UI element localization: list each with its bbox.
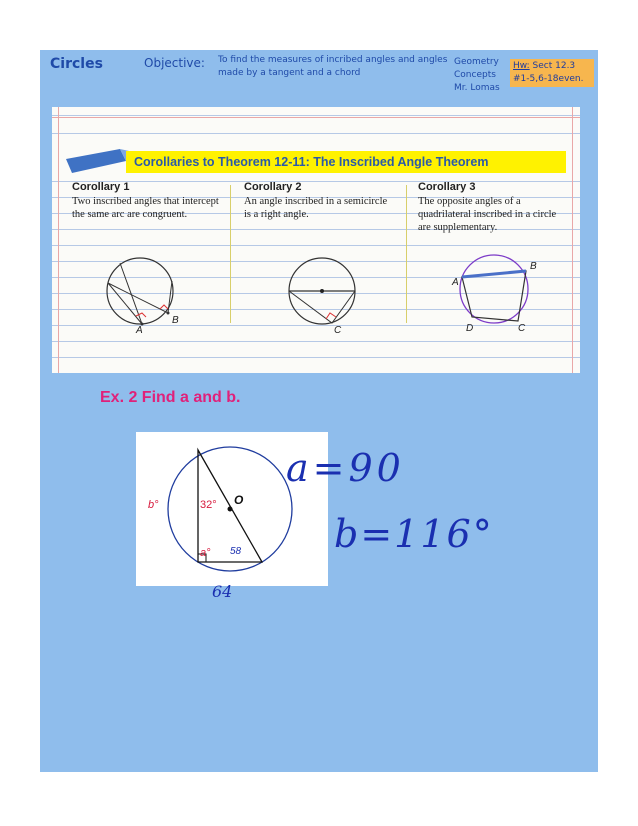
point-label: C <box>334 325 342 333</box>
point-label: B <box>530 261 537 272</box>
corollary-heading: Corollary 3 <box>418 181 476 193</box>
corollary-1 <box>72 181 222 221</box>
course-info <box>454 56 500 95</box>
handwritten-64: 64 <box>212 582 233 601</box>
corollary-3-diagram <box>444 251 554 333</box>
handwritten-arc-58: 58 <box>230 546 242 557</box>
theorem-banner: Corollaries to Theorem 12-11: The Inscribed Angle Theorem <box>126 151 566 173</box>
course-line: Mr. Lomas <box>454 83 500 93</box>
handwritten-b-answer: b=116° <box>334 512 494 556</box>
corollary-3 <box>418 181 568 234</box>
label-32: 32° <box>200 499 217 511</box>
course-line: Geometry <box>454 57 499 67</box>
example-prompt: Ex. 2 Find a and b. <box>100 389 241 406</box>
corollary-text: An angle inscribed in a semicircle is a right angle. <box>244 196 388 220</box>
corollary-text: The opposite angles of a quadrilateral inscribed in a circle are supplementary. <box>418 196 557 233</box>
corollary-heading: Corollary 1 <box>72 181 130 193</box>
point-label: D <box>466 323 474 333</box>
corollary-2 <box>244 181 394 221</box>
objective-label: Objective: <box>144 56 205 70</box>
point-label: C <box>518 323 526 333</box>
corollary-2-diagram <box>278 253 368 333</box>
hw-problems: #1-5,6-18even. <box>513 74 584 84</box>
point-label: A <box>452 277 459 288</box>
course-line: Concepts <box>454 70 496 80</box>
handwritten-a-answer: a=90 <box>286 446 405 490</box>
label-a: a° <box>200 547 211 559</box>
corollary-text: Two inscribed angles that intercept the same arc are congruent. <box>72 196 219 220</box>
label-o: O <box>234 493 244 507</box>
slide-title: Circles <box>50 56 103 72</box>
slide <box>40 50 598 772</box>
objective-text: To find the measures of incribed angles and angles made by a tangent and a chord <box>218 55 448 78</box>
textbook-excerpt <box>52 107 580 373</box>
hw-section: Sect 12.3 <box>529 61 576 71</box>
homework-box <box>510 59 594 87</box>
hw-label: Hw: <box>513 61 530 71</box>
label-b: b° <box>148 499 159 511</box>
corollary-1-diagram <box>96 253 186 333</box>
corollary-heading: Corollary 2 <box>244 181 302 193</box>
point-label: A <box>136 325 143 333</box>
point-label: B <box>172 315 179 326</box>
